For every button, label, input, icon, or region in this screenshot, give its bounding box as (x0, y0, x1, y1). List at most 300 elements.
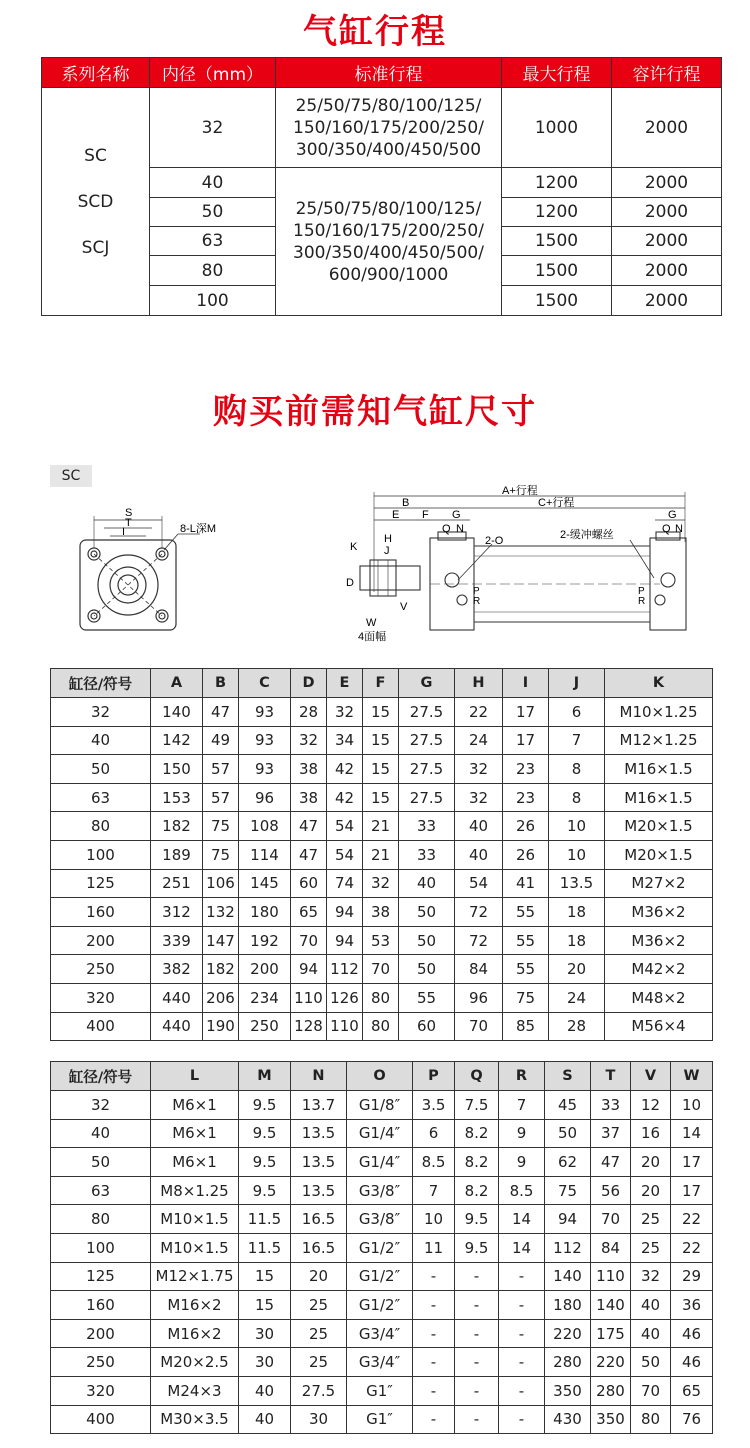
bore-cell: 125 (51, 1262, 151, 1291)
label-g: G (452, 509, 461, 521)
table-row (51, 812, 713, 841)
stroke-line: 300/350/400/450/500 (295, 139, 482, 160)
table-cell: 9.5 (239, 1176, 291, 1205)
table-cell: 62 (545, 1148, 591, 1177)
table-cell: 17 (671, 1176, 713, 1205)
header-bore: 内径（mm） (150, 58, 276, 88)
table-cell: 40 (631, 1291, 671, 1320)
table-cell: 153 (151, 783, 203, 812)
bore-cell: 320 (51, 1376, 151, 1405)
table-cell: 110 (591, 1262, 631, 1291)
dim2-body (51, 1091, 713, 1434)
table-cell: 9.5 (239, 1148, 291, 1177)
column-header: D (291, 669, 327, 698)
table-cell: 430 (545, 1405, 591, 1434)
table-cell: 382 (151, 955, 203, 984)
table-cell: 16.5 (291, 1205, 347, 1234)
label-o: 2-O (485, 535, 504, 547)
table-cell: M12×1.25 (605, 726, 713, 755)
table-cell: 250 (239, 1012, 291, 1041)
table-cell: 11.5 (239, 1233, 291, 1262)
table-cell: 75 (203, 840, 239, 869)
table-cell: 20 (549, 955, 605, 984)
stroke-table (41, 57, 722, 316)
table-cell: 8 (549, 783, 605, 812)
table-cell: 27.5 (399, 726, 455, 755)
series-cell (42, 88, 150, 316)
label-w: W (366, 617, 377, 629)
table-row (51, 869, 713, 898)
table-cell: 9.5 (455, 1233, 499, 1262)
table-cell: 110 (327, 1012, 363, 1041)
table-cell: 57 (203, 783, 239, 812)
table-cell: 440 (151, 1012, 203, 1041)
table-cell: M8×1.25 (151, 1176, 239, 1205)
table-cell: 14 (499, 1205, 545, 1234)
table-cell: 72 (455, 926, 503, 955)
table-cell: 75 (203, 812, 239, 841)
stroke-line: 600/900/1000 (328, 264, 449, 285)
column-header: Q (455, 1062, 499, 1091)
table-cell: 47 (591, 1148, 631, 1177)
label-a: A+行程 (502, 485, 538, 497)
allowed-stroke-cell: 2000 (612, 227, 722, 256)
column-header: S (545, 1062, 591, 1091)
table-cell: 150 (151, 755, 203, 784)
column-header: E (327, 669, 363, 698)
bore-cell: 400 (51, 1012, 151, 1041)
table-cell: M16×1.5 (605, 783, 713, 812)
standard-stroke-cell (276, 88, 502, 168)
dim1-body (51, 698, 713, 1041)
table-cell: 96 (455, 983, 503, 1012)
column-header: W (671, 1062, 713, 1091)
table-cell: 84 (591, 1233, 631, 1262)
allowed-stroke-cell: 2000 (612, 256, 722, 286)
table-cell: 189 (151, 840, 203, 869)
table-cell: 108 (239, 812, 291, 841)
column-header: V (631, 1062, 671, 1091)
table-header-row (51, 669, 713, 698)
table-cell: 15 (363, 783, 399, 812)
table-cell: 93 (239, 726, 291, 755)
column-header: G (399, 669, 455, 698)
table-cell: M6×1 (151, 1119, 239, 1148)
table-cell: 93 (239, 698, 291, 727)
table-cell: 76 (671, 1405, 713, 1434)
table-cell: M36×2 (605, 926, 713, 955)
header-allowed-stroke: 容许行程 (612, 58, 722, 88)
table-cell: 7 (549, 726, 605, 755)
table-row (51, 840, 713, 869)
table-cell: - (413, 1291, 455, 1320)
table-cell: 50 (399, 955, 455, 984)
table-cell: 27.5 (291, 1376, 347, 1405)
table-cell: 6 (549, 698, 605, 727)
table-cell: 8.5 (499, 1176, 545, 1205)
bore-cell: 250 (51, 1348, 151, 1377)
table-cell: G1/4″ (347, 1119, 413, 1148)
table-cell: 37 (591, 1119, 631, 1148)
table-cell: - (455, 1348, 499, 1377)
label-b: B (402, 497, 410, 509)
table-cell: 7 (499, 1091, 545, 1120)
table-cell: G1/4″ (347, 1148, 413, 1177)
table-cell: 140 (545, 1262, 591, 1291)
table-cell: M6×1 (151, 1091, 239, 1120)
bore-cell: 100 (51, 1233, 151, 1262)
dim2-header (51, 1062, 713, 1091)
table-cell: M42×2 (605, 955, 713, 984)
table-cell: 13.5 (291, 1148, 347, 1177)
table-cell: 13.5 (291, 1119, 347, 1148)
table-cell: 9.5 (239, 1119, 291, 1148)
table-cell: - (499, 1319, 545, 1348)
table-cell: 140 (151, 698, 203, 727)
max-stroke-cell: 1500 (502, 227, 612, 256)
table-cell: 49 (203, 726, 239, 755)
table-cell: 29 (671, 1262, 713, 1291)
bore-cell: 50 (150, 198, 276, 227)
table-cell: 55 (399, 983, 455, 1012)
bore-cell: 32 (51, 1091, 151, 1120)
column-header: A (151, 669, 203, 698)
table-cell: 93 (239, 755, 291, 784)
table-cell: - (413, 1405, 455, 1434)
label-f: F (422, 509, 429, 521)
column-header: 缸径/符号 (51, 669, 151, 698)
table-cell: 80 (363, 1012, 399, 1041)
table-cell: 33 (399, 840, 455, 869)
table-cell: 14 (671, 1119, 713, 1148)
table-cell: 8.2 (455, 1148, 499, 1177)
table-cell: - (499, 1348, 545, 1377)
cylinder-front-view-drawing (70, 498, 270, 638)
table-cell: 25 (291, 1291, 347, 1320)
table-row (51, 1319, 713, 1348)
table-row (51, 1376, 713, 1405)
table-cell: 190 (203, 1012, 239, 1041)
table-cell: 46 (671, 1348, 713, 1377)
table-cell: 20 (631, 1148, 671, 1177)
table-row (51, 726, 713, 755)
table-cell: 312 (151, 898, 203, 927)
table-cell: G1/2″ (347, 1262, 413, 1291)
table-cell: 128 (291, 1012, 327, 1041)
column-header: H (455, 669, 503, 698)
table-cell: M16×2 (151, 1319, 239, 1348)
column-header: I (503, 669, 549, 698)
table-cell: - (455, 1376, 499, 1405)
table-cell: - (455, 1319, 499, 1348)
label-q: Q (442, 523, 451, 535)
table-cell: 126 (327, 983, 363, 1012)
column-header: C (239, 669, 291, 698)
table-cell: 41 (503, 869, 549, 898)
table-cell: 24 (549, 983, 605, 1012)
table-cell: 10 (549, 840, 605, 869)
bore-cell: 160 (51, 1291, 151, 1320)
max-stroke-cell: 1000 (502, 88, 612, 168)
table-cell: 18 (549, 926, 605, 955)
bore-cell: 250 (51, 955, 151, 984)
bore-cell: 40 (51, 1119, 151, 1148)
table-cell: 27.5 (399, 698, 455, 727)
table-cell: 70 (591, 1205, 631, 1234)
table-cell: 47 (203, 698, 239, 727)
table-cell: 38 (291, 755, 327, 784)
table-cell: 8.2 (455, 1119, 499, 1148)
table-cell: 180 (545, 1291, 591, 1320)
table-cell: 6 (413, 1119, 455, 1148)
table-cell: 182 (203, 955, 239, 984)
column-header: 缸径/符号 (51, 1062, 151, 1091)
stroke-line: 25/50/75/80/100/125/ (295, 198, 482, 219)
table-cell: 220 (545, 1319, 591, 1348)
table-row (51, 1205, 713, 1234)
dim1-header (51, 669, 713, 698)
table-cell: 16.5 (291, 1233, 347, 1262)
table-cell: M20×1.5 (605, 812, 713, 841)
table-cell: 15 (239, 1291, 291, 1320)
bore-cell: 32 (150, 88, 276, 168)
label-n: N (456, 523, 464, 535)
table-cell: 38 (291, 783, 327, 812)
table-cell: 40 (399, 869, 455, 898)
cylinder-side-view-drawing (330, 482, 700, 652)
table-cell: 21 (363, 812, 399, 841)
column-header: P (413, 1062, 455, 1091)
table-cell: 33 (591, 1091, 631, 1120)
table-cell: M30×3.5 (151, 1405, 239, 1434)
label-four-flats: 4面幅 (358, 631, 387, 643)
table-cell: 60 (399, 1012, 455, 1041)
table-cell: 142 (151, 726, 203, 755)
table-cell: 30 (239, 1319, 291, 1348)
bore-cell: 50 (51, 755, 151, 784)
table-cell: G1″ (347, 1405, 413, 1434)
label-v: V (400, 601, 408, 613)
table-row (51, 783, 713, 812)
table-cell: 40 (239, 1405, 291, 1434)
table-cell: M20×2.5 (151, 1348, 239, 1377)
label-q-rear: Q (662, 523, 671, 535)
table-cell: M27×2 (605, 869, 713, 898)
table-cell: M20×1.5 (605, 840, 713, 869)
page-title: 气缸行程 (303, 12, 447, 52)
table-row (51, 698, 713, 727)
table-cell: 23 (503, 755, 549, 784)
table-cell: 25 (291, 1319, 347, 1348)
table-cell: 36 (671, 1291, 713, 1320)
table-cell: - (413, 1376, 455, 1405)
table-cell: 192 (239, 926, 291, 955)
bore-cell: 80 (150, 256, 276, 286)
table-cell: 40 (631, 1319, 671, 1348)
table-cell: 140 (591, 1291, 631, 1320)
table-cell: M6×1 (151, 1148, 239, 1177)
table-cell: M16×1.5 (605, 755, 713, 784)
table-cell: 112 (545, 1233, 591, 1262)
table-cell: 147 (203, 926, 239, 955)
table-cell: 25 (631, 1205, 671, 1234)
label-i: I (122, 526, 126, 538)
table-cell: 70 (363, 955, 399, 984)
table-cell: 32 (363, 869, 399, 898)
table-cell: 20 (631, 1176, 671, 1205)
header-series: 系列名称 (42, 58, 150, 88)
table-cell: 7.5 (455, 1091, 499, 1120)
table-cell: 180 (239, 898, 291, 927)
table-cell: 32 (455, 783, 503, 812)
table-cell: 21 (363, 840, 399, 869)
table-cell: 9 (499, 1148, 545, 1177)
table-cell: 74 (327, 869, 363, 898)
table-cell: M10×1.5 (151, 1205, 239, 1234)
table-cell: 33 (399, 812, 455, 841)
table-cell: 14 (499, 1233, 545, 1262)
table-cell: G1″ (347, 1376, 413, 1405)
table-cell: 46 (671, 1319, 713, 1348)
table-cell: 85 (503, 1012, 549, 1041)
header-standard-stroke: 标准行程 (276, 58, 502, 88)
column-header: M (239, 1062, 291, 1091)
table-cell: - (499, 1376, 545, 1405)
bore-cell: 400 (51, 1405, 151, 1434)
table-cell: 30 (239, 1348, 291, 1377)
table-cell: 8 (549, 755, 605, 784)
table-cell: 15 (239, 1262, 291, 1291)
section-title: 购买前需知气缸尺寸 (213, 392, 537, 432)
table-cell: 70 (631, 1376, 671, 1405)
table-cell: 7 (413, 1176, 455, 1205)
label-c: C+行程 (538, 497, 575, 509)
label-r: R (473, 596, 481, 607)
table-cell: 350 (591, 1405, 631, 1434)
table-cell: 32 (455, 755, 503, 784)
table-cell: 28 (291, 698, 327, 727)
table-cell: 11.5 (239, 1205, 291, 1234)
table-cell: 145 (239, 869, 291, 898)
table-cell: 45 (545, 1091, 591, 1120)
column-header: B (203, 669, 239, 698)
stroke-line: 300/350/400/450/500/ (293, 242, 484, 263)
table-cell: 114 (239, 840, 291, 869)
table-row (51, 1091, 713, 1120)
table-cell: 32 (631, 1262, 671, 1291)
table-cell: 13.5 (291, 1176, 347, 1205)
table-cell: 50 (399, 926, 455, 955)
table-row (51, 1012, 713, 1041)
series-sc: SC (84, 145, 107, 166)
max-stroke-cell: 1200 (502, 168, 612, 198)
allowed-stroke-cell: 2000 (612, 198, 722, 227)
table-cell: 47 (291, 812, 327, 841)
table-row (51, 1348, 713, 1377)
table-cell: 27.5 (399, 783, 455, 812)
table-cell: 9.5 (455, 1205, 499, 1234)
table-cell: 10 (549, 812, 605, 841)
table-cell: M48×2 (605, 983, 713, 1012)
table-cell: G1/2″ (347, 1291, 413, 1320)
table-cell: - (413, 1348, 455, 1377)
table-cell: 22 (671, 1205, 713, 1234)
table-cell: - (499, 1405, 545, 1434)
table-cell: 3.5 (413, 1091, 455, 1120)
table-cell: 22 (671, 1233, 713, 1262)
table-cell: 40 (455, 840, 503, 869)
stroke-line: 25/50/75/80/100/125/ (295, 95, 482, 116)
table-cell: 70 (291, 926, 327, 955)
table-cell: 106 (203, 869, 239, 898)
table-cell: 70 (455, 1012, 503, 1041)
table-cell: 220 (591, 1348, 631, 1377)
table-cell: - (499, 1262, 545, 1291)
table-cell: 23 (503, 783, 549, 812)
table-cell: 13.7 (291, 1091, 347, 1120)
table-cell: 54 (455, 869, 503, 898)
table-cell: 12 (631, 1091, 671, 1120)
series-scd: SCD (77, 191, 114, 212)
table-row (51, 898, 713, 927)
table-cell: 251 (151, 869, 203, 898)
table-cell: 24 (455, 726, 503, 755)
table-cell: 57 (203, 755, 239, 784)
bore-cell: 125 (51, 869, 151, 898)
table-row (51, 755, 713, 784)
header-max-stroke: 最大行程 (502, 58, 612, 88)
table-cell: - (455, 1262, 499, 1291)
table-cell: 25 (631, 1233, 671, 1262)
table-cell: - (413, 1262, 455, 1291)
table-row (51, 1119, 713, 1148)
table-cell: 50 (631, 1348, 671, 1377)
label-r-rear: R (638, 596, 646, 607)
table-cell: M12×1.75 (151, 1262, 239, 1291)
bore-cell: 100 (150, 286, 276, 316)
table-cell: 280 (591, 1376, 631, 1405)
table-cell: G3/4″ (347, 1348, 413, 1377)
table-cell: 13.5 (549, 869, 605, 898)
column-header: O (347, 1062, 413, 1091)
table-cell: 17 (671, 1148, 713, 1177)
series-scj: SCJ (81, 237, 110, 258)
table-row (51, 1291, 713, 1320)
bore-cell: 32 (51, 698, 151, 727)
table-cell: 112 (327, 955, 363, 984)
table-cell: 72 (455, 898, 503, 927)
label-tap: 8-L深M (180, 523, 217, 535)
table-cell: 280 (545, 1348, 591, 1377)
table-cell: 8.5 (413, 1148, 455, 1177)
table-cell: 339 (151, 926, 203, 955)
table-cell: 56 (591, 1176, 631, 1205)
table-cell: 54 (327, 812, 363, 841)
table-cell: 80 (363, 983, 399, 1012)
bore-cell: 200 (51, 1319, 151, 1348)
label-j: J (384, 545, 390, 557)
table-cell: 38 (363, 898, 399, 927)
table-row (51, 1176, 713, 1205)
table-row (51, 1233, 713, 1262)
table-cell: 65 (671, 1376, 713, 1405)
table-cell: 26 (503, 840, 549, 869)
table-cell: 75 (545, 1176, 591, 1205)
allowed-stroke-cell: 2000 (612, 168, 722, 198)
table-cell: 42 (327, 783, 363, 812)
table-cell: - (499, 1291, 545, 1320)
table-cell: 10 (671, 1091, 713, 1120)
